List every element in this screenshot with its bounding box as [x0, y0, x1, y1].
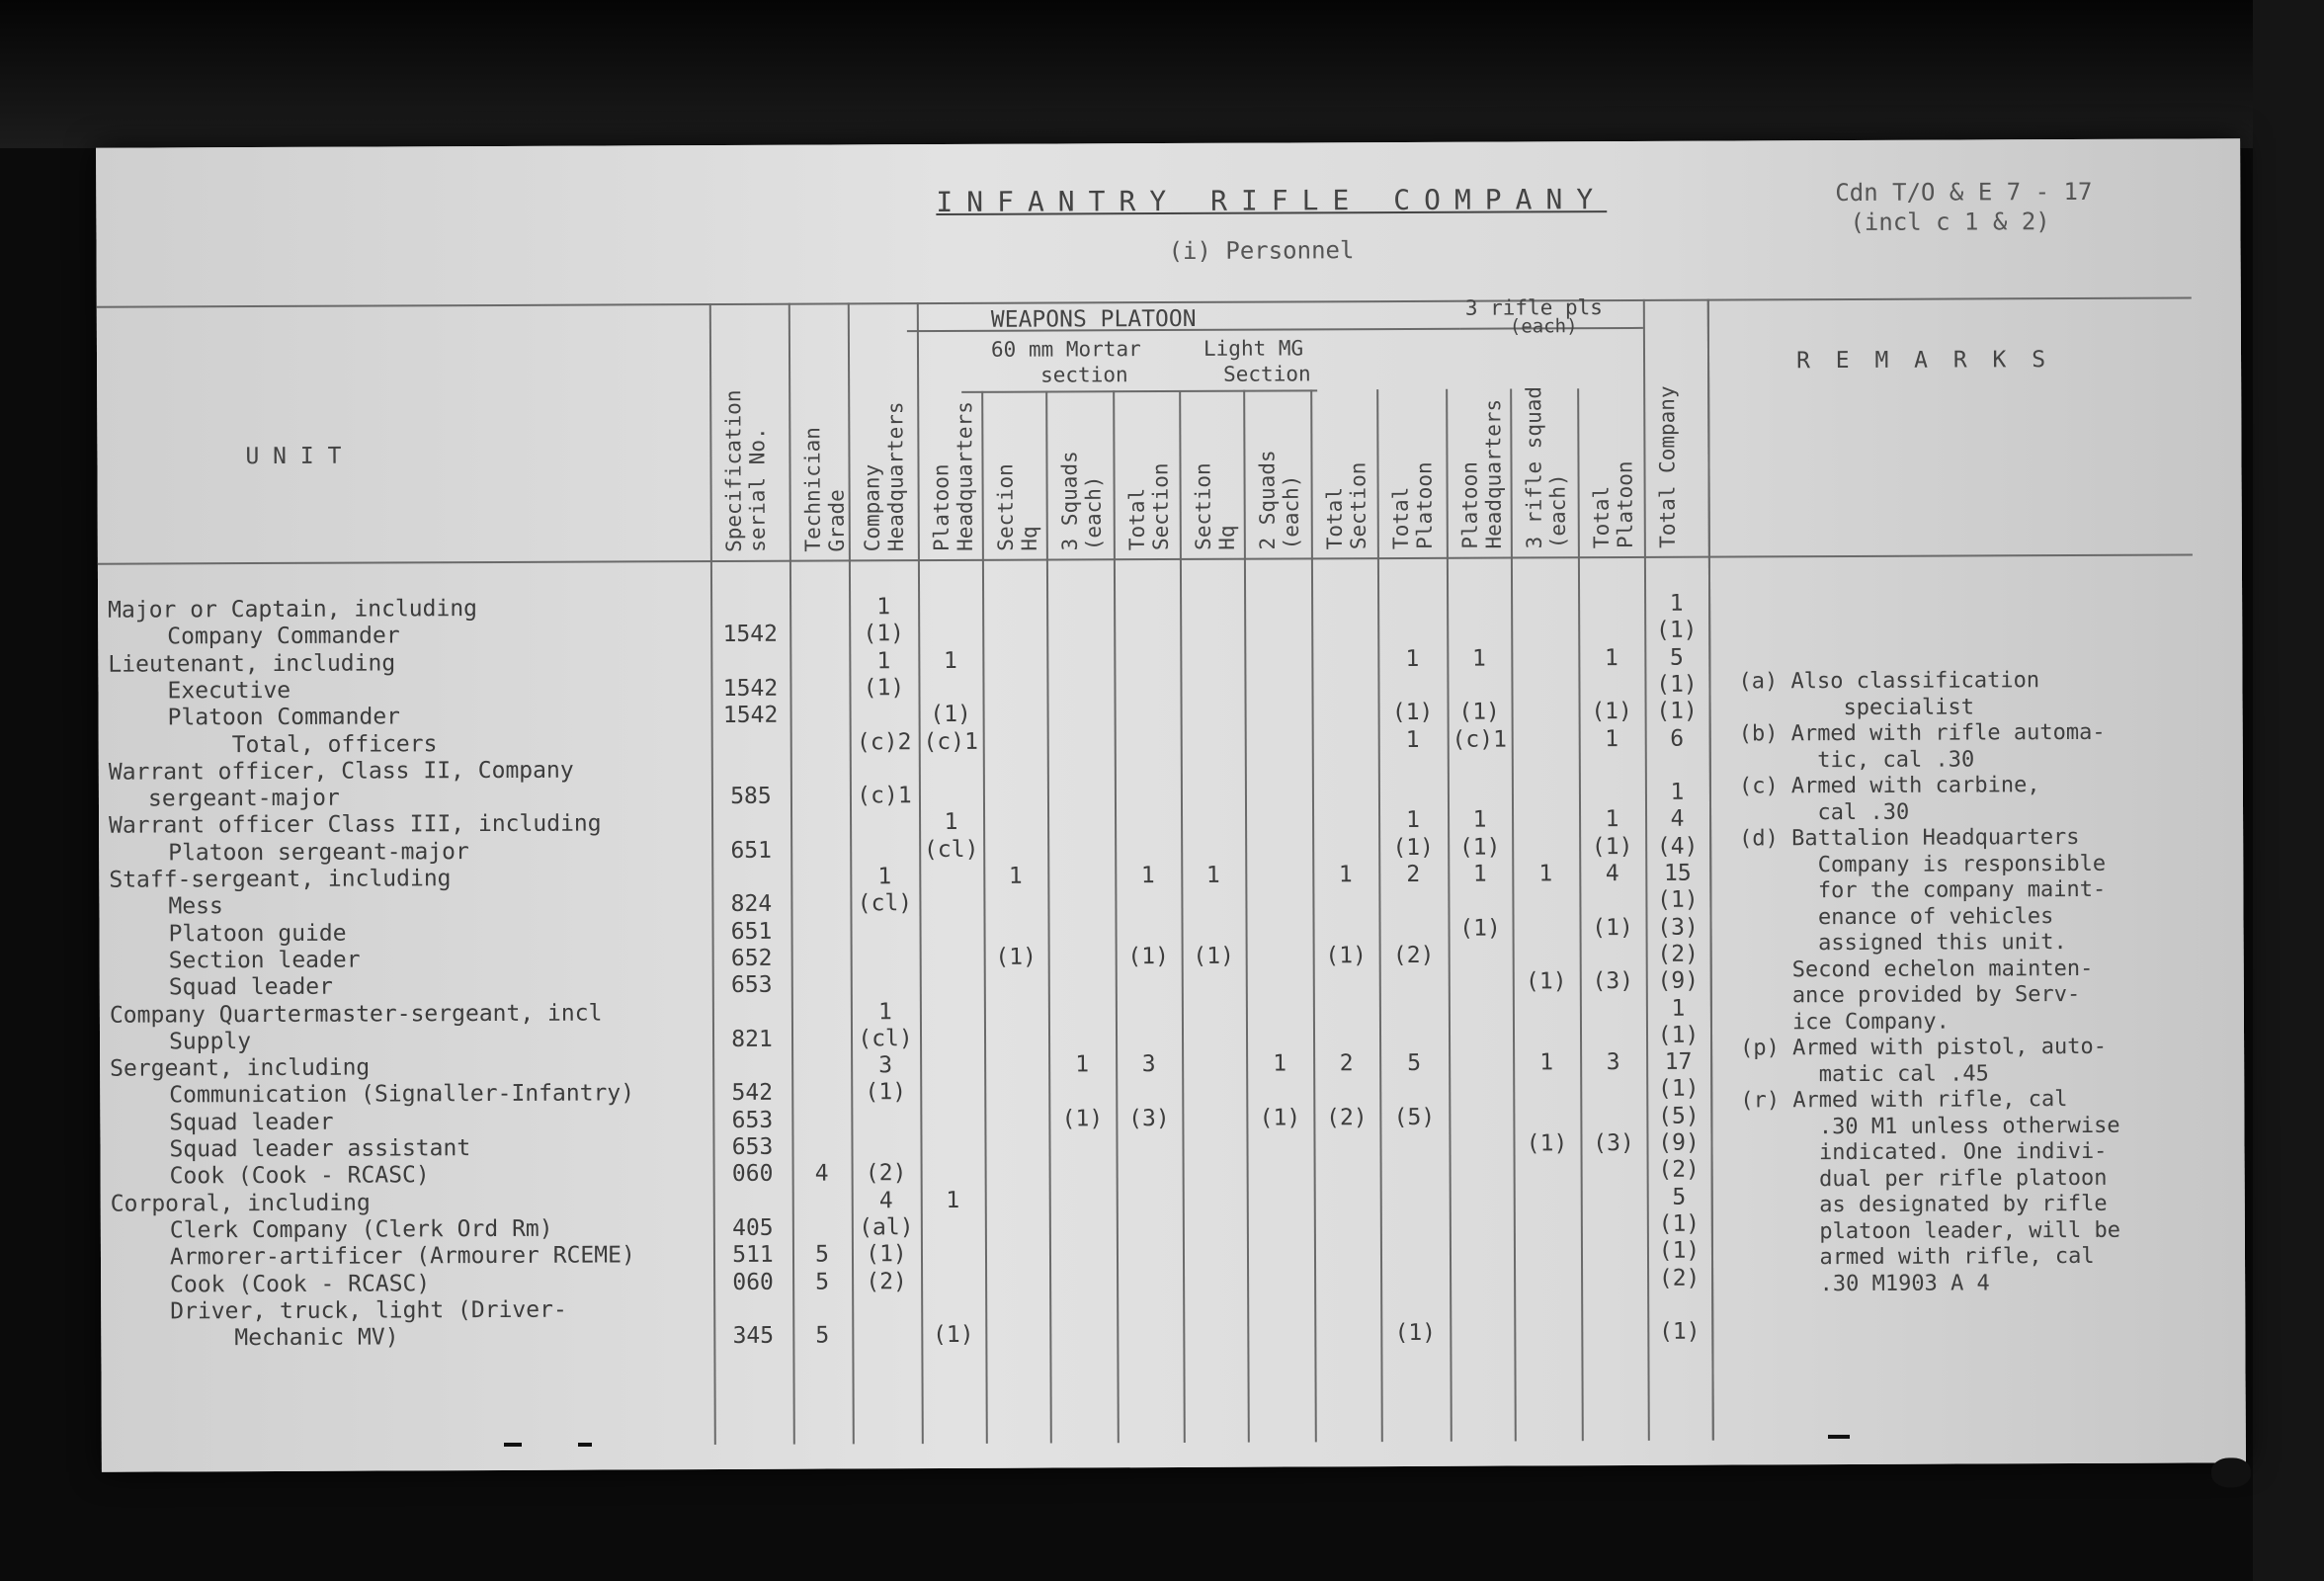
unit-label: Mechanic MV): [234, 1324, 399, 1352]
table-cell: (cl): [923, 836, 979, 863]
column-header: Total Platoon: [1388, 461, 1437, 550]
photo-dark-border-right: [2253, 0, 2324, 1581]
table-cell: (1): [1526, 1130, 1568, 1157]
unit-label: Total, officers: [231, 730, 438, 758]
table-cell: 1: [1604, 644, 1618, 671]
mg-section-header-2: Section: [1223, 362, 1311, 386]
remark-line: cal .30: [1738, 799, 1910, 825]
rifle-pls-header-2: (each): [1509, 315, 1578, 338]
table-cell: 1: [1338, 862, 1353, 888]
table-cell: 3: [1141, 1051, 1156, 1078]
remark-line: specialist: [1738, 694, 1975, 720]
rifle-pls-header: 3 rifle pls: [1464, 295, 1603, 320]
column-header: 2 Squads (each): [1255, 450, 1303, 550]
table-cell: 1: [1405, 645, 1420, 672]
table-cell: 3: [1606, 1049, 1620, 1076]
table-cell: 1: [944, 809, 958, 836]
table-cell: 1: [1273, 1050, 1287, 1077]
unit-label: Squad leader: [169, 1109, 334, 1136]
mg-section-header: Light MG: [1203, 336, 1304, 361]
table-cell: 821: [731, 1026, 773, 1052]
ink-blot: [2211, 1457, 2251, 1487]
table-cell: (3): [1128, 1105, 1170, 1131]
reference-line-1: Cdn T/O & E 7 - 17: [1835, 177, 2093, 208]
column-rule: [981, 391, 988, 1444]
table-cell: 1: [1605, 725, 1619, 752]
table-cell: 1: [876, 594, 891, 621]
column-header: Section Hq: [1191, 462, 1239, 550]
remark-line: dual per rifle platoon: [1740, 1165, 2108, 1192]
remark-line: (b) Armed with rifle automa-: [1738, 719, 2106, 747]
table-cell: 17: [1664, 1048, 1693, 1075]
unit-label: Major or Captain, including: [108, 596, 478, 624]
table-cell: 4: [1605, 861, 1619, 887]
column-header: Total Company: [1655, 385, 1680, 548]
table-cell: (1): [930, 702, 971, 728]
unit-label: Warrant officer Class III, including: [109, 810, 602, 840]
table-cell: (3): [1593, 1129, 1634, 1157]
table-cell: (2): [1658, 1265, 1701, 1291]
table-cell: 5: [1669, 644, 1684, 671]
remark-line: (d) Battalion Headquarters: [1739, 824, 2080, 852]
table-cell: (cl): [858, 1025, 913, 1052]
table-cell: 6: [1670, 725, 1685, 752]
edge-mark: [578, 1443, 592, 1447]
remark-line: matic cal .45: [1740, 1060, 1989, 1087]
mortar-section-header-2: section: [1040, 363, 1128, 387]
table-cell: 653: [731, 1133, 774, 1160]
unit-label: Company Quartermaster-sergeant, incl: [109, 1000, 603, 1029]
remark-line: ice Company.: [1739, 1009, 1950, 1035]
column-rule: [1243, 390, 1250, 1443]
mortar-section-header: 60 mm Mortar: [990, 337, 1141, 362]
table-cell: 1: [1538, 861, 1553, 887]
remark-line: as designated by rifle: [1740, 1191, 2108, 1218]
remark-line: platoon leader, will be: [1740, 1217, 2121, 1244]
table-cell: 824: [730, 891, 773, 918]
table-cell: (5): [1393, 1104, 1436, 1130]
column-header: Specification serial No.: [721, 389, 770, 552]
table-cell: (2): [1657, 941, 1699, 967]
document-title: INFANTRY RIFLE COMPANY: [936, 183, 1608, 219]
column-header: 3 Squads (each): [1057, 451, 1106, 551]
column-rule: [1376, 389, 1383, 1442]
table-cell: 652: [730, 945, 773, 971]
table-cell: (c)1: [1452, 726, 1507, 753]
remark-line: .30 M1903 A 4: [1741, 1270, 1990, 1296]
remark-line: Company is responsible: [1739, 851, 2107, 877]
table-cell: (c)1: [923, 728, 978, 755]
section-rule: [961, 389, 1317, 393]
table-cell: (1): [1657, 886, 1699, 914]
table-cell: (1): [1591, 699, 1632, 725]
unit-label: sergeant-major: [147, 785, 340, 812]
table-cell: 1542: [722, 702, 779, 729]
table-cell: 1: [1405, 726, 1420, 753]
column-header: Section Hq: [993, 463, 1041, 551]
table-cell: (1): [1127, 943, 1169, 970]
remarks-column-header: R E M A R K S: [1795, 347, 2052, 374]
table-cell: (1): [1525, 968, 1567, 995]
table-cell: 1: [877, 998, 892, 1025]
weapons-platoon-header: WEAPONS PLATOON: [990, 305, 1197, 333]
table-cell: 1: [876, 647, 891, 674]
table-cell: 345: [732, 1322, 775, 1350]
table-cell: 1: [1670, 779, 1685, 805]
table-cell: 1: [1471, 645, 1486, 672]
table-cell: 585: [730, 783, 772, 810]
table-cell: (3): [1657, 914, 1699, 941]
unit-label: Lieutenant, including: [108, 650, 396, 678]
table-cell: 060: [732, 1269, 774, 1295]
remark-line: (r) Armed with rifle, cal: [1740, 1087, 2068, 1114]
unit-label: Driver, truck, light (Driver-: [170, 1296, 567, 1325]
table-cell: (1): [1658, 1210, 1701, 1237]
column-header: Total Section: [1124, 462, 1173, 551]
remark-line: (p) Armed with pistol, auto-: [1740, 1034, 2108, 1061]
unit-label: Cook (Cook - RCASC): [169, 1162, 430, 1190]
table-cell: (3): [1592, 968, 1634, 995]
table-cell: 4: [1670, 806, 1685, 833]
remark-line: (a) Also classification: [1738, 668, 2040, 695]
table-cell: (1): [1394, 1319, 1437, 1347]
table-cell: (9): [1658, 1129, 1700, 1156]
table-cell: (1): [1259, 1105, 1301, 1131]
column-header: Platoon Headquarters: [929, 401, 977, 552]
table-cell: (1): [1193, 943, 1234, 969]
table-cell: 1: [946, 1187, 960, 1213]
unit-label: Warrant officer, Class II, Company: [108, 757, 574, 786]
table-cell: (1): [1061, 1105, 1104, 1132]
unit-label: Corporal, including: [110, 1190, 371, 1217]
table-cell: 060: [731, 1161, 774, 1188]
table-cell: 5: [814, 1241, 829, 1268]
column-header: Total Platoon: [1589, 460, 1637, 549]
unit-label: Squad leader: [168, 973, 334, 1001]
table-cell: 2: [1406, 861, 1421, 887]
remark-line: enance of vehicles: [1739, 903, 2054, 930]
reference-line-2: (incl c 1 & 2): [1850, 208, 2050, 236]
table-cell: 15: [1663, 860, 1692, 886]
table-cell: 651: [730, 837, 773, 864]
table-cell: (1): [866, 1241, 907, 1268]
table-cell: (9): [1657, 967, 1700, 995]
unit-label: Sergeant, including: [110, 1054, 371, 1082]
table-cell: (1): [863, 621, 905, 647]
column-rule: [1113, 390, 1120, 1443]
table-cell: (5): [1658, 1103, 1700, 1129]
unit-label: Platoon guide: [168, 920, 347, 948]
table-cell: 1: [1008, 863, 1023, 889]
document-subtitle: (i) Personnel: [1168, 236, 1355, 266]
remark-line: armed with rifle, cal: [1740, 1243, 2095, 1271]
table-cell: (1): [1458, 699, 1500, 725]
table-cell: 1: [1539, 1049, 1554, 1076]
table-cell: (1): [1591, 833, 1633, 860]
table-cell: 1: [1075, 1051, 1090, 1078]
column-header: Technician Grade: [800, 427, 849, 552]
table-cell: 4: [878, 1187, 893, 1213]
table-cell: (1): [1459, 915, 1501, 942]
table-cell: 1: [1140, 863, 1155, 889]
table-cell: 1: [1671, 995, 1686, 1022]
unit-label: Staff-sergeant, including: [109, 866, 452, 893]
table-cell: 5: [1407, 1049, 1422, 1077]
unit-column-header: U N I T: [245, 443, 342, 470]
edge-mark: [1828, 1435, 1850, 1439]
header-bottom-rule: [98, 553, 2193, 564]
table-cell: (1): [1657, 1022, 1700, 1048]
table-cell: (1): [1658, 1318, 1701, 1345]
column-header: Total Section: [1322, 461, 1370, 550]
document-page: [96, 138, 2246, 1471]
remark-line: tic, cal .30: [1738, 746, 1975, 773]
table-cell: 1: [1605, 806, 1619, 833]
remark-line: ance provided by Serv-: [1739, 981, 2081, 1009]
table-cell: (1): [1392, 834, 1435, 861]
table-cell: 1542: [722, 675, 779, 702]
table-cell: (1): [1655, 617, 1698, 644]
unit-label: Squad leader assistant: [169, 1135, 471, 1163]
unit-label: Cook (Cook - RCASC): [170, 1270, 431, 1297]
table-cell: (1): [1658, 1237, 1701, 1265]
remark-line: for the company maint-: [1739, 876, 2107, 904]
table-cell: 405: [732, 1214, 774, 1241]
unit-label: Platoon sergeant-major: [168, 838, 469, 867]
table-cell: (c)1: [857, 783, 912, 809]
table-cell: (cl): [857, 890, 913, 917]
table-cell: (1): [1656, 671, 1698, 698]
table-cell: (4): [1656, 833, 1699, 860]
table-cell: (1): [1657, 1076, 1700, 1103]
table-cell: (1): [932, 1321, 974, 1349]
table-cell: 1: [1406, 807, 1421, 834]
table-cell: 653: [731, 1107, 774, 1133]
table-cell: (al): [859, 1214, 914, 1241]
table-cell: (1): [1325, 943, 1367, 969]
table-cell: 3: [878, 1052, 893, 1079]
table-cell: (1): [1458, 834, 1501, 861]
column-rule: [1179, 390, 1186, 1443]
edge-mark: [504, 1443, 522, 1447]
table-cell: (1): [865, 1079, 907, 1106]
table-cell: (1): [863, 675, 905, 702]
table-cell: 5: [815, 1322, 830, 1349]
unit-label: Section leader: [168, 947, 361, 974]
remark-line: Second echelon mainten-: [1739, 956, 2094, 982]
table-cell: (1): [1656, 698, 1698, 725]
table-cell: (c)2: [856, 728, 912, 755]
table-cell: (2): [1392, 942, 1435, 968]
table-cell: 1: [1205, 862, 1220, 888]
table-cell: 1542: [722, 622, 778, 648]
column-header: 3 rifle squad (each): [1522, 385, 1570, 549]
unit-label: Platoon Commander: [167, 704, 401, 731]
remark-line: (c) Armed with carbine,: [1738, 773, 2040, 799]
table-cell: 2: [1339, 1050, 1354, 1077]
table-cell: 5: [815, 1269, 830, 1295]
unit-label: Company Commander: [167, 623, 400, 650]
table-cell: 511: [732, 1241, 774, 1269]
remark-line: indicated. One indivi-: [1740, 1138, 2108, 1166]
photo-dark-border-top: [0, 0, 2324, 148]
remark-line: .30 M1 unless otherwise: [1740, 1113, 2120, 1139]
table-cell: 5: [1672, 1184, 1687, 1210]
table-cell: 1: [1472, 861, 1487, 887]
table-cell: 1: [877, 864, 892, 890]
table-cell: 1: [1669, 590, 1684, 617]
column-rule: [1310, 389, 1317, 1442]
table-cell: (1): [995, 944, 1037, 970]
table-cell: 653: [730, 971, 773, 999]
table-cell: (2): [866, 1268, 907, 1294]
column-rule: [1045, 391, 1052, 1444]
unit-label: Clerk Company (Clerk Ord Rm): [169, 1215, 553, 1244]
table-cell: (2): [1326, 1104, 1368, 1131]
unit-label: Supply: [168, 1028, 252, 1055]
table-cell: (2): [1658, 1156, 1700, 1184]
unit-label: Executive: [167, 677, 291, 705]
table-cell: 542: [731, 1080, 774, 1107]
unit-label: Communication (Signaller-Infantry): [169, 1080, 635, 1109]
table-cell: 1: [1472, 806, 1487, 834]
table-cell: 4: [814, 1160, 829, 1187]
table-cell: (1): [1391, 700, 1434, 726]
table-cell: 1: [943, 647, 957, 674]
remark-line: assigned this unit.: [1739, 930, 2067, 957]
table-cell: (1): [1592, 914, 1633, 941]
table-cell: (2): [865, 1160, 907, 1187]
unit-label: Armorer-artificer (Armourer RCEME): [169, 1242, 635, 1271]
column-header: Company Headquarters: [860, 401, 908, 552]
table-cell: 651: [730, 918, 773, 945]
column-header: Platoon Headquarters: [1457, 398, 1506, 549]
unit-label: Mess: [168, 893, 223, 920]
